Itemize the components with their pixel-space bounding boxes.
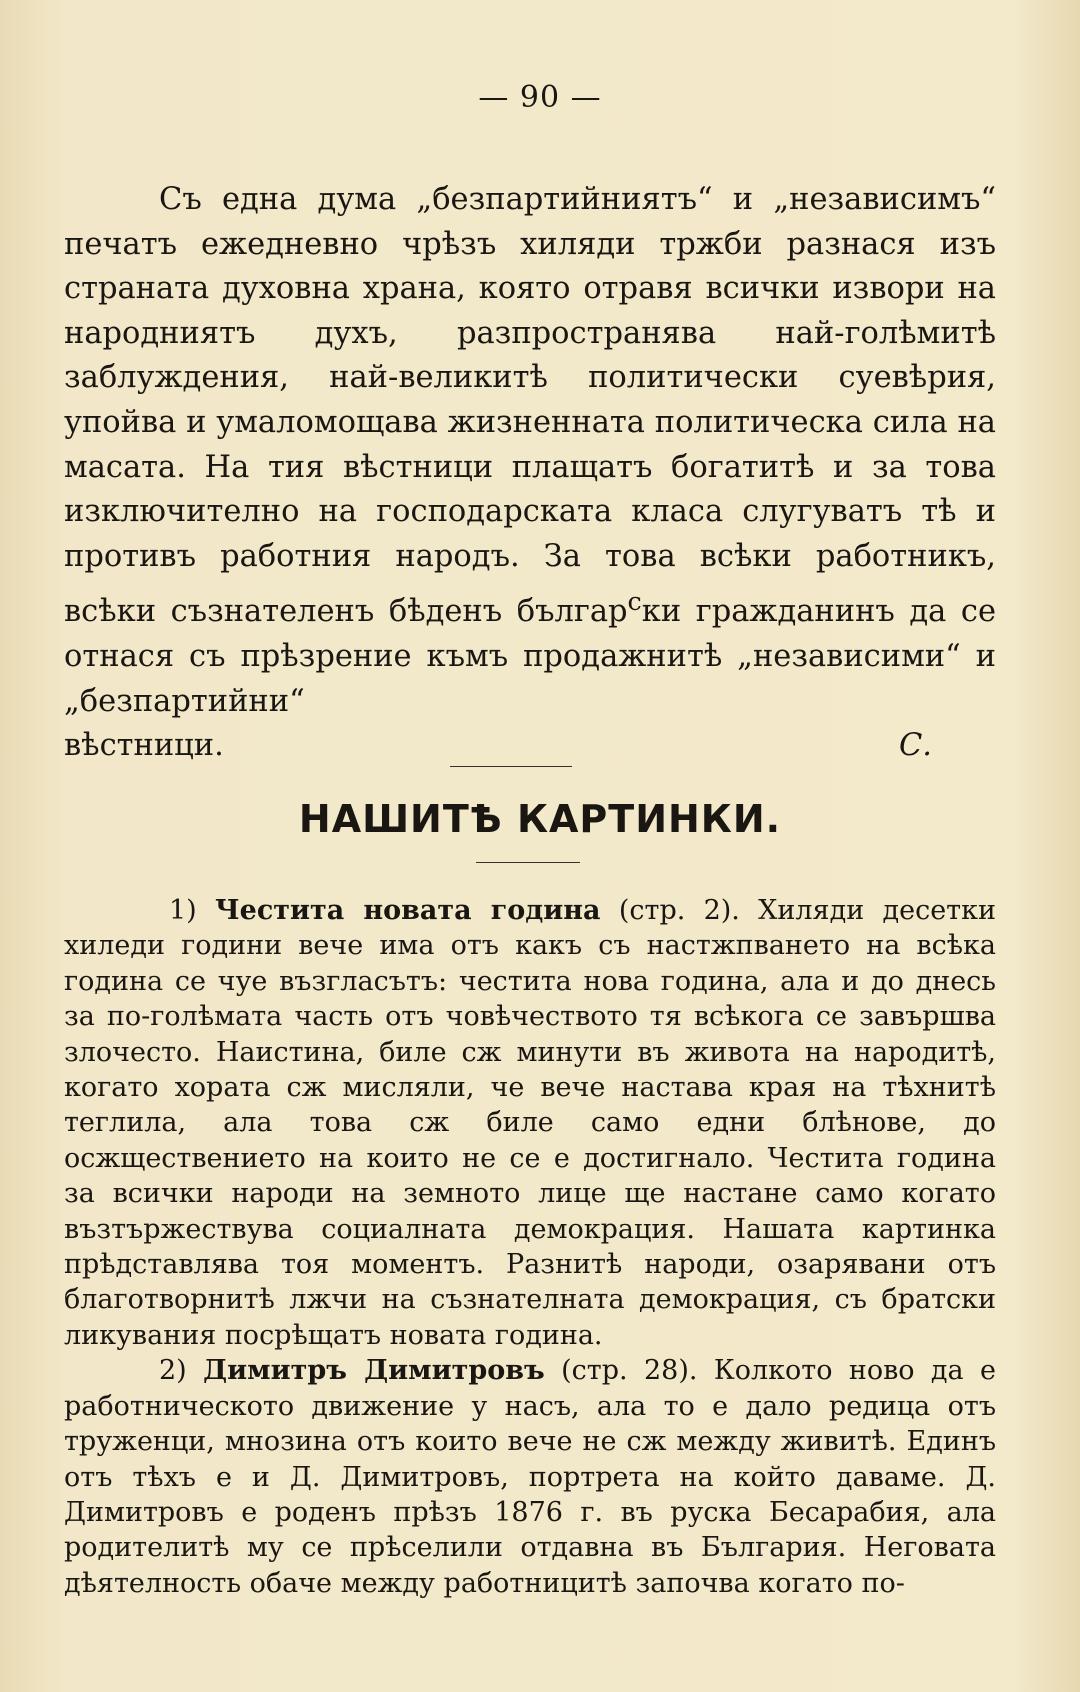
article-paragraph: Съ една дума „безпартийниятъ“ и „независимъ“ печатъ ежедневно чрѣзъ хиляди тржби разнася изъ страната духовна храна, която отравя всички извори на народниятъ духъ, разпространява най-голѣмитѣ заблуждения, най-великитѣ политически суевѣрия, упойва и умаломощава жизненната политическа сила на масата. На тия вѣстници плащатъ богатитѣ и за това изключително на господарската класа слугуватъ тѣ и противъ работния народъ. За това всѣки работникъ, всѣки съзнателенъ бѣденъ българ$^с$ки гражданинъ да се отнася съ прѣзрение къмъ продажнитѣ „независими“ и „безпартийни“ [64, 182, 996, 719]
article-text [64, 178, 996, 769]
caption-paragraph [64, 1353, 996, 1601]
caption-number: 1) [169, 895, 197, 926]
section-divider-bottom [476, 862, 580, 863]
article-signature: С. [898, 728, 932, 764]
section-heading: НАШИТѢ КАРТИНКИ. [298, 797, 782, 841]
article-last-line-text: вѣстници. [64, 728, 224, 764]
caption-number: 2) [159, 1355, 187, 1387]
page-number: — 90 — [478, 80, 602, 115]
article-last-line [64, 724, 996, 769]
caption-text: (стр. 2). Хиляди десетки хиледи години вече има отъ какъ съ настжпването на всѣка година се чуе възгласътъ: честита нова година, ала и до днесь за по-голѣмата часть отъ човѣчеството тя всѣкога се завършва злочесто. Наистина, биле сж минути въ живота на народитѣ, когато хората сж мисляли, че вече настава края на тѣхнитѣ теглила, ала това сж биле само едни блѣнове, до осжществението на които не се е достигнало. Честита година за всички народи на земното лице ще настане само когато възтържествува социалната демокрация. Нашата картинка прѣдставлява тоя моментъ. Разнитѣ народи, озарявани отъ благотворнитѣ лжчи на съзнателната демокрация, съ братски ликувания посрѣщатъ новата година. [64, 895, 996, 1351]
caption-paragraph [64, 893, 996, 1353]
caption-text: (стр. 28). Колкото ново да е работническото движение у насъ, ала то е дало редица отъ труженци, мнозина отъ които вече не сж между живитѣ. Единъ отъ тѣхъ е и Д. Димитровъ, портрета на който даваме. Д. Димитровъ е роденъ прѣзъ 1876 г. въ руска Бесарабия, ала родителитѣ му се прѣселили отдавна въ България. Неговата дѣятелность обаче между работницитѣ започва когато по- [64, 1355, 996, 1599]
caption-title: Честита новата година [215, 895, 601, 926]
picture-captions [64, 893, 996, 1601]
caption-title: Димитръ Димитровъ [203, 1355, 545, 1387]
section-divider-top [450, 766, 572, 767]
